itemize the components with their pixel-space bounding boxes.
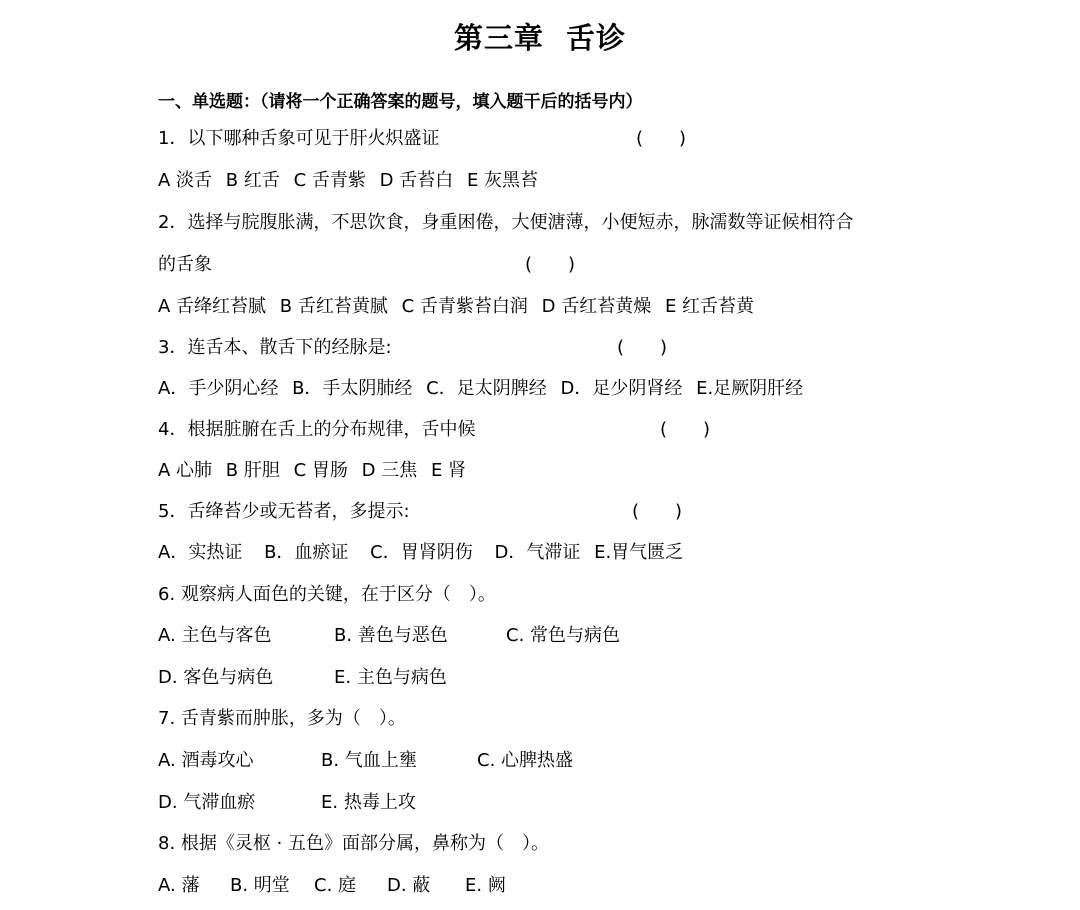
chapter-name: 舌诊 (566, 21, 627, 55)
option-d: D. 蔽 (387, 875, 431, 896)
option-e: E. 阙 (465, 875, 506, 896)
option-a: A. 主色与客色 (158, 625, 272, 646)
option-c: C．足太阴脾经 (426, 378, 547, 399)
question-7-options-row-2 (158, 791, 416, 815)
option-b: B 肝胆 (225, 460, 280, 481)
option-b: B. 善色与恶色 (334, 625, 448, 646)
question-3-options (158, 377, 803, 401)
question-2-answer-blank: ( ) (525, 254, 576, 275)
question-4-stem: 4．根据脏腑在舌上的分布规律，舌中候 (158, 419, 476, 440)
question-5-answer-blank: ( ) (632, 501, 683, 522)
question-5-options (158, 541, 683, 565)
question-4-answer-blank: ( ) (660, 419, 711, 440)
option-d: D 三焦 (361, 460, 418, 481)
question-6-stem: 6. 观察病人面色的关键，在于区分（ ）。 (158, 584, 496, 605)
option-e: E 红舌苔黄 (664, 296, 755, 317)
option-c: C．胃肾阴伤 (370, 542, 473, 563)
option-d: D 舌苔白 (379, 170, 454, 191)
option-d: D. 客色与病色 (158, 667, 274, 688)
section-heading: 一、单选题：（请将一个正确答案的题号，填入题干后的括号内） (158, 92, 643, 112)
option-b: B. 明堂 (230, 875, 290, 896)
question-1-answer-blank: ( ) (636, 128, 687, 149)
question-2-stem: 2．选择与脘腹胀满，不思饮食，身重困倦，大便溏薄，小便短赤，脉濡数等证候相符合 (158, 212, 854, 233)
page-title (0, 16, 1080, 57)
option-e: E. 主色与病色 (334, 667, 447, 688)
option-b: B. 气血上壅 (321, 750, 417, 771)
question-3-stem: 3．连舌本、散舌下的经脉是: (158, 337, 392, 358)
option-c: C. 心脾热盛 (477, 750, 574, 771)
question-4-options (158, 459, 466, 483)
option-d: D．足少阴肾经 (560, 378, 683, 399)
option-c: C. 常色与病色 (506, 625, 621, 646)
option-d: D. 气滞血瘀 (158, 792, 256, 813)
option-c: C 舌青紫苔白润 (401, 296, 528, 317)
question-1-options (158, 169, 538, 193)
option-b: B 舌红苔黄腻 (279, 296, 388, 317)
option-a: A 淡舌 (158, 170, 213, 191)
option-e: E 灰黑苔 (466, 170, 539, 191)
option-e: E.胃气匮乏 (594, 542, 684, 563)
option-c: C. 庭 (314, 875, 357, 896)
option-d: D 舌红苔黄燥 (541, 296, 652, 317)
question-5-stem: 5．舌绛苔少或无苔者，多提示: (158, 501, 410, 522)
option-b: B 红舌 (225, 170, 280, 191)
option-e: E. 热毒上攻 (321, 792, 416, 813)
option-b: B．手太阴肺经 (292, 378, 413, 399)
question-2-options (158, 295, 754, 319)
option-a: A. 藩 (158, 875, 200, 896)
option-a: A．手少阴心经 (158, 378, 279, 399)
question-7-stem: 7. 舌青紫而肿胀，多为（ ）。 (158, 708, 406, 729)
question-8-stem: 8. 根据《灵枢 · 五色》面部分属，鼻称为（ ）。 (158, 833, 550, 854)
question-6-options-row-1 (158, 624, 620, 648)
question-3-answer-blank: ( ) (617, 337, 668, 358)
question-2-stem-continued: 的舌象 (158, 254, 212, 275)
option-c: C 胃肠 (293, 460, 348, 481)
option-a: A. 酒毒攻心 (158, 750, 254, 771)
option-a: A 心肺 (158, 460, 213, 481)
question-1-stem: 1．以下哪种舌象可见于肝火炽盛证 (158, 128, 440, 149)
option-e: E.足厥阴肝经 (696, 378, 804, 399)
question-8-options (158, 874, 506, 898)
option-b: B．血瘀证 (264, 542, 349, 563)
option-a: A 舌绛红苔腻 (158, 296, 267, 317)
option-e: E 肾 (430, 460, 467, 481)
question-6-options-row-2 (158, 666, 447, 690)
option-d: D．气滞证 (494, 542, 581, 563)
question-7-options-row-1 (158, 749, 573, 773)
option-c: C 舌青紫 (293, 170, 366, 191)
option-a: A．实热证 (158, 542, 243, 563)
chapter-number: 第三章 (453, 21, 544, 55)
